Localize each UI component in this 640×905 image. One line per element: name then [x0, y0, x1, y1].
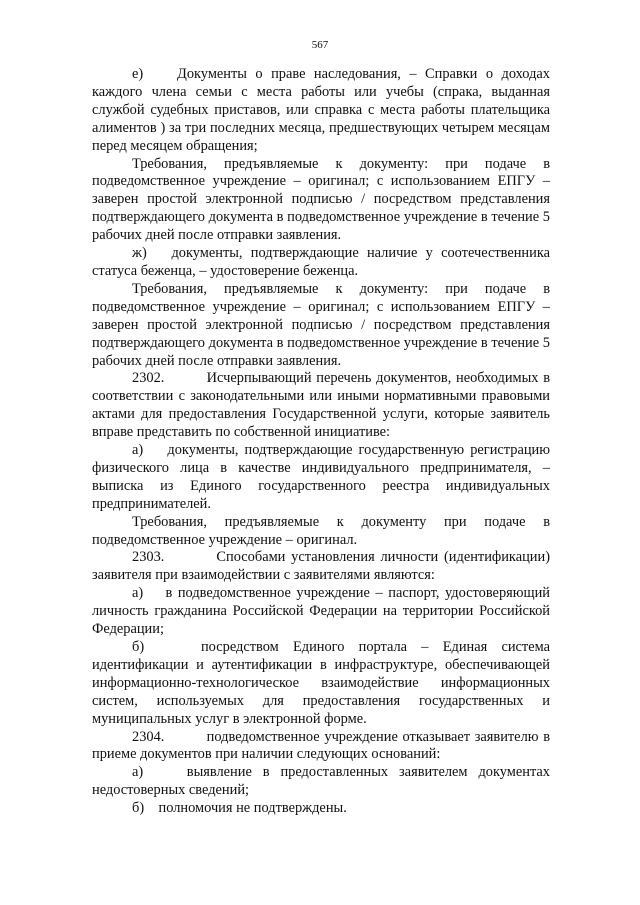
paragraph-zh-refugee-status: ж) документы, подтверждающие наличие у соотечественника статуса беженца, – удостоверение беженца.: [92, 245, 550, 279]
paragraph-a-passport: а) в подведомственное учреждение – паспорт, удостоверяющий личность гражданина Российской Федерации на территории Российской Федерации;: [92, 585, 550, 638]
paragraph-document-requirements: Требования, предъявляемые к документу: при подаче в подведомственное учреждение – оригинал; с использованием ЕПГУ – заверен простой электронной подписью / посредством представления подтверждающего документа в подведомственное учреждение в течение 5 рабочих дней после отправки заявления.: [92, 280, 550, 369]
page-number: 567: [311, 39, 329, 51]
paragraph-e-inheritance-documents: е) Документы о праве наследования, – Справки о доходах каждого члена семьи с места работы или учебы (спрака, выданная службой судебных приставов, или справка с места работы плательщика алиментов ) за три последних месяца, предшествующих четырем месяцам перед месяцем обращения;: [92, 66, 550, 154]
document-body: [92, 66, 550, 818]
paragraph-b-authority-not-confirmed: б) полномочия не подтверждены.: [132, 800, 347, 817]
paragraph-2303: 2303. Способами установления личности (идентификации) заявителя при взаимодействии с заявителями являются:: [92, 549, 550, 584]
paragraph-document-requirements: Требования, предъявляемые к документу: при подаче в подведомственное учреждение – оригинал; с использованием ЕПГУ – заверен простой электронной подписью / посредством представления подтверждающего документа в подведомственное учреждение в течение 5 рабочих дней после отправки заявления.: [92, 155, 550, 244]
paragraph-document-requirements: Требования, предъявляемые к документу при подаче в подведомственное учреждение – оригинал.: [92, 513, 550, 548]
paragraph-a-entrepreneur-registration: а) документы, подтверждающие государственную регистрацию физического лица в качестве индивидуального предпринимателя, – выписка из Единого государственного реестра индивидуальных предпринимателей.: [92, 442, 550, 512]
paragraph-a-false-information: а) выявление в предоставленных заявителем документах недостоверных сведений;: [92, 764, 550, 799]
paragraph-2302: 2302. Исчерпывающий перечень документов, необходимых в соответствии с законодательными или иными нормативными правовыми актами для предоставления Государственной услуги, которые заявитель вправе представить по собственной инициативе:: [92, 370, 550, 441]
paragraph-2304: 2304. подведомственное учреждение отказывает заявителю в приеме документов при наличии следующих оснований:: [92, 728, 550, 763]
paragraph-b-unified-portal: б) посредством Единого портала – Единая система идентификации и аутентификации в инфраструктуре, обеспечивающей информационно-технологическое взаимодействие информационных систем, используемых для предоставления государственных и муниципальных услуг в электронной форме.: [92, 639, 550, 727]
